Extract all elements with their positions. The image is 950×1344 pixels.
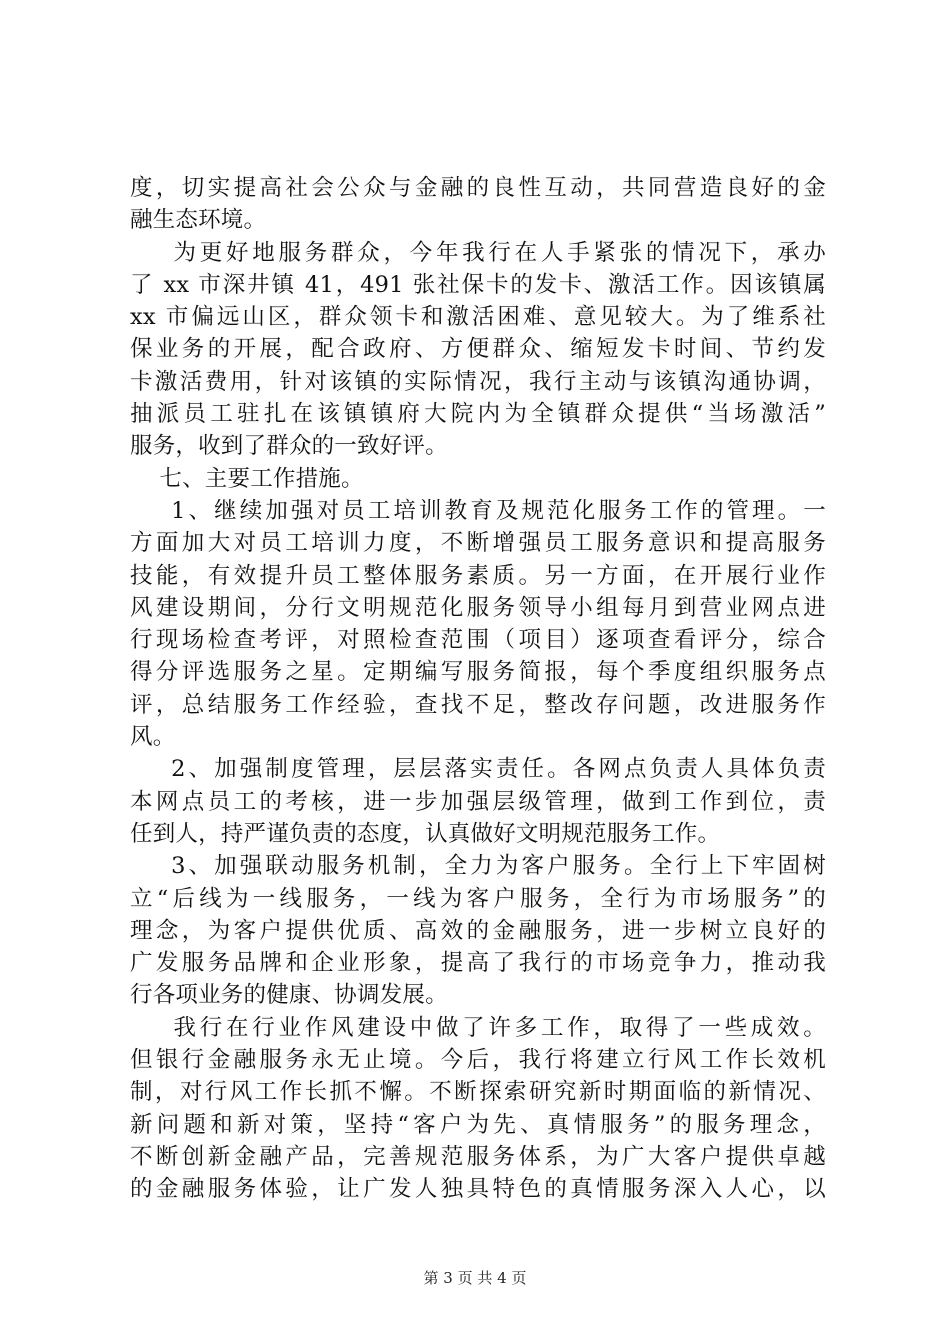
text-line: 1、继续加强对员工培训教育及规范化服务工作的管理。一 bbox=[130, 497, 826, 524]
text-line: 服务，收到了群众的一致好评。 bbox=[130, 433, 448, 460]
text-line: 风建设期间，分行文明规范化服务领导小组每月到营业网点进 bbox=[130, 594, 826, 621]
text-line: 抽派员工驻扎在该镇镇府大院内为全镇群众提供“当场激活” bbox=[130, 401, 826, 428]
page-footer: 第 3 页 共 4 页 bbox=[423, 1269, 527, 1287]
text-line: 的金融服务体验，让广发人独具特色的真情服务深入人心，以 bbox=[130, 1176, 826, 1203]
text-line: 风。 bbox=[130, 724, 176, 751]
text-line: 2、加强制度管理，层层落实责任。各网点负责人具体负责 bbox=[130, 756, 826, 783]
text-line: 保业务的开展，配合政府、方便群众、缩短发卡时间、节约发 bbox=[130, 336, 826, 363]
text-line: 行各项业务的健康、协调发展。 bbox=[130, 982, 448, 1009]
text-line: 制，对行风工作长抓不懈。不断探索研究新时期面临的新情况、 bbox=[130, 1079, 826, 1106]
text-line: 卡激活费用，针对该镇的实际情况，我行主动与该镇沟通协调， bbox=[130, 368, 826, 395]
text-line: 广发服务品牌和企业形象，提高了我行的市场竞争力，推动我 bbox=[130, 950, 826, 977]
text-line: 为更好地服务群众，今年我行在人手紧张的情况下，承办 bbox=[130, 239, 826, 266]
text-line: 融生态环境。 bbox=[130, 207, 267, 234]
document-body bbox=[130, 172, 826, 1206]
text-line: 立“后线为一线服务，一线为客户服务，全行为市场服务”的 bbox=[130, 885, 826, 912]
text-line: 新问题和新对策，坚持“客户为先、真情服务”的服务理念， bbox=[130, 1111, 826, 1138]
text-line: 行现场检查考评，对照检查范围（项目）逐项查看评分，综合 bbox=[130, 627, 826, 654]
text-line: 得分评选服务之星。定期编写服务简报，每个季度组织服务点 bbox=[130, 659, 826, 686]
text-line: 3、加强联动服务机制，全力为客户服务。全行上下牢固树 bbox=[130, 853, 826, 880]
text-line: 方面加大对员工培训力度，不断增强员工服务意识和提高服务 bbox=[130, 530, 826, 557]
text-line: 技能，有效提升员工整体服务素质。另一方面，在开展行业作 bbox=[130, 562, 826, 589]
text-line: xx 市偏远山区，群众领卡和激活困难、意见较大。为了维系社 bbox=[130, 304, 826, 331]
text-line: 不断创新金融产品，完善规范服务体系，为广大客户提供卓越 bbox=[130, 1143, 826, 1170]
text-line: 理念，为客户提供优质、高效的金融服务，进一步树立良好的 bbox=[130, 917, 826, 944]
text-line: 度，切实提高社会公众与金融的良性互动，共同营造良好的金 bbox=[130, 175, 826, 201]
text-line: 任到人，持严谨负责的态度，认真做好文明规范服务工作。 bbox=[130, 820, 721, 847]
text-line: 评，总结服务工作经验，查找不足，整改存问题，改进服务作 bbox=[130, 691, 826, 718]
text-line: 但银行金融服务永无止境。今后，我行将建立行风工作长效机 bbox=[130, 1047, 826, 1074]
text-line: 本网点员工的考核，进一步加强层级管理，做到工作到位，责 bbox=[130, 788, 826, 815]
text-line: 我行在行业作风建设中做了许多工作，取得了一些成效。 bbox=[130, 1014, 826, 1041]
text-line: 七、主要工作措施。 bbox=[130, 465, 364, 492]
text-line: 了 xx 市深井镇 41，491 张社保卡的发卡、激活工作。因该镇属 bbox=[130, 271, 826, 298]
